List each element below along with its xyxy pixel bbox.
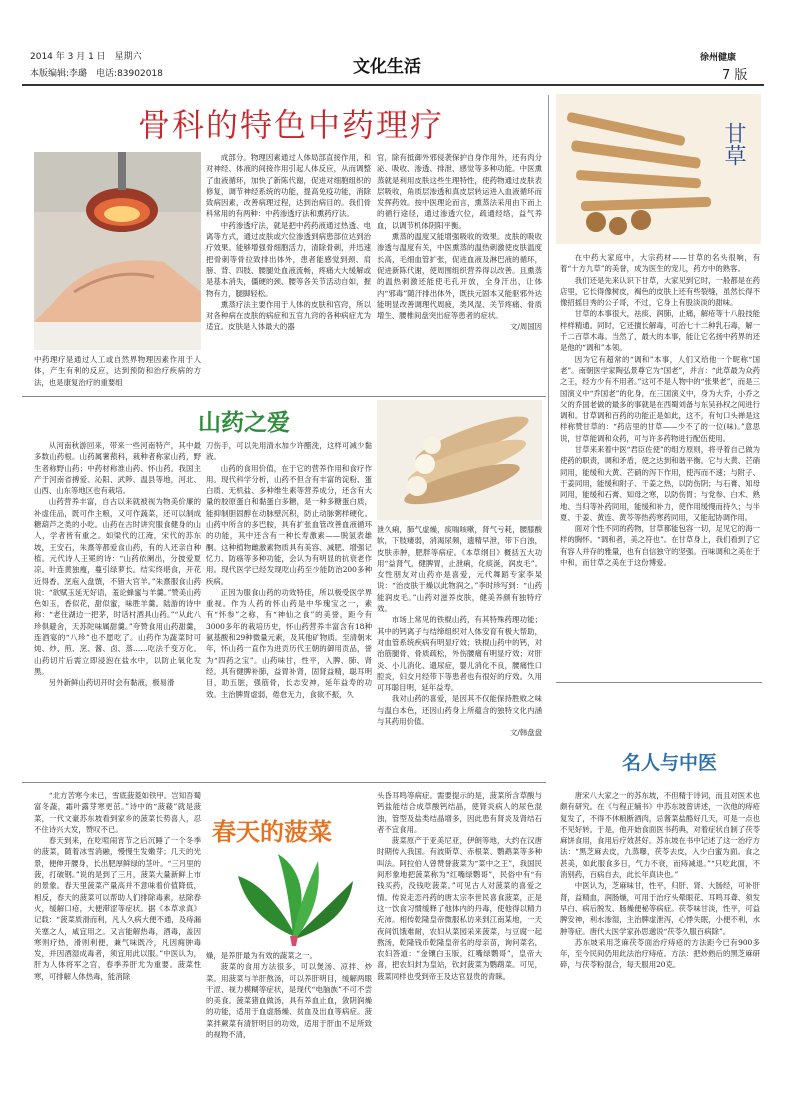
paragraph: 因为它有超常的“调和”本事，人们又给他一个昵称“国老”。南朝医学家陶弘景尊它为“国老”，并言：“此草最为众药之王，经方少有不用者。”这可不是人物中的“张果老”，而是三国演义中“乔国老”的化身，在三国演义中，身为大乔，小乔之父的乔国老做的最多的事就是在西蜀刘备与东吴孙权之间进行调和。甘草调和百药的功能正是如此，这不，有句口头禅是这样称赞甘草的：“药店里的甘草——少不了的一位(味)。”意思说，甘草能调和众药，可与许多药物进行配伍使用。	[560, 354, 760, 443]
paragraph: 刀伤手，可以先用清水加少许醋洗，这样可减少黏液。	[206, 441, 372, 462]
article5-title: 名人与中医	[622, 752, 718, 774]
header-editor: 本版编辑:李璐 电话:83902018	[30, 69, 163, 79]
title-text: 甘草	[721, 122, 746, 166]
spinach-illustration	[218, 846, 368, 946]
article3-col1	[34, 790, 201, 1072]
paragraph: 成部分。物理因素通过人体局部直接作用，和对神经、体液的间接作用引起人体反应，从而调整了血液循环，加快了新陈代谢，促进对细胞组织的修复，调节神经系统的功能，提高免疫功能，消除致病因素，改善病理过程，达到治病目的。我们骨科常用的有两种：中药渗透疗法和熏药疗法。	[206, 153, 371, 219]
header-rule	[22, 84, 764, 86]
section-divider	[556, 682, 762, 683]
paragraph: 山药的食用价值，在于它的营养作用和食疗作用。现代科学分析，山药不但含有丰富的淀粉、蛋白质、无机盐、多种维生素等营养成分，还含有大量的胶原蛋白和黏蛋白多糖，是一种多糖蛋白质，能抑制胆固醇在动脉壁沉积，防止动脉粥样硬化。山药中所含的多巴胺，具有扩张血管改善血液循环的功能，其中还含有一种长寿激素——脱氢表雄酮。这种植物雌激素物质具有美容、减肥、增强记忆力、防癌等多种功能，会认为有明显的抗衰老作用。现代医学已经发现吃山药至少能防治200多种疾病。	[206, 463, 372, 586]
paragraph: 燥，是养肝最为有效的蔬菜之一。	[206, 951, 317, 960]
paragraph: 正因为服食山药的功效特佳，所以极受医学界重视。作为人药的怀山药是中华瑰宝之一，素有“怀参”之称，有“神仙之食”的美誉，距今有3000多年的栽培历史，怀山药营养丰富含有18种氨基酸和29种微量元素，及其他矿物质。至清朝末年，怀山药一直作为进贡历代王朝的御用贡品，誉为“四药之宝”。山药味甘，性平，入脾、肺、肾经。具有健脾补肺，益胃补肾，固肾益精，聪耳明目，助五脏，强筋骨，长志安神，延年益寿的功效。主治脾胃虚弱，倦怠无力，食欲不振，久	[206, 587, 372, 699]
paragraph: 熏蒸疗法主要作用于人体的皮肤和官窍，所以对各种病在皮肤的病症和五官九窍的各种病症尤为适宜。皮肤是人体最大的器	[206, 299, 371, 332]
article2-col1	[34, 440, 201, 776]
therapy-photo	[34, 152, 201, 350]
paragraph: 山药营养丰富，自古以来就被视为物美价廉的补虚佳品，既可作主粮，又可作蔬菜，还可以制成糖葫芦之类的小吃。山药在古时讲究服食健身的山人，学者皆有重之。如梁代的江淹，宋代的苏东坡，王安石，朱熹等都爱食山药，有的人还亲自种植。元代诗人王冕的诗：“山药依阑出，分披爱夏凉。叶连黄独瘦，蔓引绿萝长。结实终堪食，开花近得香。烹庖入盘馔，不错大官羊。”朱熹服食山药说：“欲赋玉延无好语，羞论蜂蜜与羊羹。”赞美山药色如玉，香似花，甜似蜜，味胜羊羹。陆游的诗中称：“老住湖边一把茅，时话村酒具山药。”“从此八珍俱避舍，天苏陀味属甜羹。”夸赞食用山药甜羹，连酒宴的“八珍”也不愿吃了。山药作为蔬菜时可炖、炒、煎、烹、酱、卤、蒸……吃法千变万化。山药切片后需立即浸泡在盐水中，以防止氧化发黑。	[34, 497, 201, 676]
paper-name: 徐州健康	[700, 53, 737, 63]
column-divider	[548, 95, 549, 590]
section-divider	[22, 782, 546, 783]
paragraph: 春天到来，在吃喧闹宵节之后沉睡了一个冬季的菠菜，随着冰雪消融，慢慢生发嫩芽；几天的光景，便伸开腰身，长出肥厚鲜绿的茎叶。“三月里的菠，打破钢。”说的是到了三月，菠菜大量新鲜上市的景象。春天里菠菜产量高并不意味着价值降低，相反，春天的菠菜可以帮助人们排除毒素，祛除春火，缓解口疮，大便滞涩等症状。据《本草求真》记载：“菠菜质滑而利，凡人久病大便不通，及痔漏关塞之人，咸宜用之。又言能解热毒，酒毒，盖因寒则疗热，滑则利便，兼气味既冷，凡因痈肿毒发，并因酒湿成毒者，须宜用此以服。”中医认为，肝为人体将军之官，春季养肝尤为重要。菠菜性寒，可排解人体热毒，能消除	[34, 836, 201, 981]
paragraph: 菠菜的食用方法很多，可以煲汤、凉拌、炒菜。用菠菜与羊肝熬汤，可以养肝明目，缓解两眼干涩、视力模糊等症状，是现代“电脑族”不可不尝的美食。菠菜猪血做汤，具有养血止血，敛阴润燥的功能，适用于血虚肠燥、贫血及出血等病症。菠菜拌蕨菜有清肝明目的功效，适用于肝血不足所致的视物不清，	[206, 962, 372, 1040]
article2-col2	[206, 440, 372, 776]
article3-title: 春天的菠菜	[212, 818, 332, 846]
paragraph: 中医认为，芝麻味甘，性平，归肝、肾、大肠经，可补肝肾，益精血，润肠燥，可用于治疗头晕眼花、耳鸣耳聋、须发早白、病后脱发、肠燥便秘等病症。茯苓味甘淡，性平，可益脾安神，利水渗湿，主治脾虚泄泻，心悸失眠，小便不利，水肿等症。唐代大医学家孙思邈说“茯苓久服百病除”。	[560, 881, 760, 936]
paragraph: 泄久痢，肺气虚燥，痰喘咳嗽，肾气亏耗，腰膝酸软，下肢痿弱，消渴尿频，遗精早泄，带下白浊，皮肤赤肿，肥胖等病症。《本草纲目》概括五大功用“益肾气，健脾胃，止泄痢，化痰涎，润皮毛”。女性朋友对山药亦是喜爱，元代舞蹈专家李杲说：“治皮肤干燥以此物润之。”李时珍写到：“山药能润皮毛。”山药对滋养皮肤，健美养颜有独特疗效。	[377, 525, 542, 614]
paragraph: 市场上常见的铁棍山药，有其特殊药理功能；其中的钙离子与结缔组织对人体安育有极大帮助，对血管系统疾病有明显疗效；铁棍山药中的钙，对治筋腿骨，骨质疏松，外伤腰痛有明显疗效；对肝炎、小儿消化、遗尿症，婴儿消化不良，腰痛性口腔炎，妇女月经带下等患者也有很好的疗效。久用可耳聪目明，延年益寿。	[377, 615, 542, 693]
paragraph: 从河南秋游回来，带来一些河南特产，其中最多数山药根。山药属薯蓣科，栽种者称家山药，野生者称野山药；中药材称淮山药、怀山药。我国主产于河南省搏爱、沁阳、武陟、温县等地，河北、山西、山东等地区也有栽培。	[34, 441, 201, 496]
paragraph: 菠菜原产于亚美尼亚，伊朗等地，大约在汉唐时期传入我国。有波斯草、赤根菜、鹦鹉菜等多种叫法。阿拉伯人曾赞誉菠菜为“菜中之王”，我国民间形象地把菠菜称为“红嘴绿鹦哥”，民俗中有“有钱买药，没钱吃菠菜。”可见古人对菠菜的喜爱之情。传说走恋丹药的唐太宗李世民喜食菠菜，正是这一饮食习惯缓释了他体内的丹毒，使他得以精力充沛。相传乾隆皇帝微服私访来到江南某地，一天夜间饥饿难耐，农妇从菜园采来菠菜，与豆腐一起熬汤，乾隆钱币乾隆皇帝名的母亲苗，询问菜名，农妇答道：“金镶白玉版，红嘴绿鹦哥”，皇帝大喜，把农妇封为皇站，钦封菠菜为鹦鹉菜。可见，菠菜同样也受到帝王及达官显贵的青睐。	[377, 836, 542, 981]
paragraph: 头昏耳鸣等病症。需要提示的是，菠菜所含草酸与钙盐能结合成草酸钙结晶，使肾炎病人的尿色混浊，管型及盐类结晶增多，因此患有肾炎及肾结石者不宜食用。	[377, 791, 542, 834]
article1-col2	[377, 152, 542, 390]
section-divider	[22, 396, 546, 397]
paragraph: 另外新鲜山药切开时会有黏液，极易滑	[48, 678, 175, 688]
article2-title: 山药之爱	[198, 410, 290, 436]
article3-col3	[377, 790, 542, 1072]
article1-caption: 中药理疗是通过人工或自然界物理因素作用于人体，产生有利的反应，达到预防和治疗疾病的方法，也是康复治疗的重要组	[34, 355, 201, 387]
article1-title: 骨科的特色中药理疗	[138, 106, 445, 144]
article2-col3	[377, 524, 542, 776]
section-title: 文化生活	[353, 57, 421, 77]
article1-col1	[206, 152, 371, 390]
header-date: 2014 年 3 月 1 日 星期六	[30, 52, 142, 62]
paragraph: 甘草的本事很大，祛痰、润肺，止痛，解疮等十八般技能样样精通。同时，它还擅长解毒，可治七十二种乳石毒，解一千二百草木毒。当然了，最大的本事，能让它名扬中药界的还是他的“调和”本领。	[560, 309, 760, 353]
paragraph: 我们还是先来认识下甘草，大家见到它时，一般都是在药店里，它长得像树皮，褐色的皮肤上还有些裂缝，虽然长得不像招摇目秀的公子哥，不过，它身上有股淡淡的甜味。	[560, 275, 760, 308]
paragraph: 甘草来来着中医“君臣佐使”的组方原则，将寻着自己做为使药的职责，调和矛盾，使之达到和谐平衡。它与大黄、芒硝同用，能缓和大黄、芒硝的泻下作用，使泻而不速；与附子、干姜同用，能缓和附子、干姜之热，以防伤阴；与石膏、知母同用，能缓和石膏、知母之寒，以防伤胃；与党参、白术、熟地、当归等补药同用，能缓和补力，使作用缓慢而持久；与半夏、干姜、黄连、黄芩等热药寒药同用，又能起协调作用。	[560, 445, 760, 522]
article4-col	[560, 252, 760, 676]
byline: 文/周国因	[509, 322, 542, 332]
paragraph: 苏东坡采用芝麻茯苓面治疗痔疮的方法距今已有900多年，至今民间仍用此法治疗痔疮。方法：把炒熟后的黑芝麻研碎，与茯苓粉混合，每天服用20克。	[560, 937, 760, 970]
paragraph: 官，除有抵御外邪侵袭保护自身作用外，还有肉分泌、吸收、渗透、排泄、感觉等多种功能。中医熏蒸就是利用皮肤这些生理特性，使药物通过皮肤表层吸收，角质层渗透和真皮层转运进入血液循环而发挥药效。按中医理论而言，熏蒸法采用由下而上的循行途径，通过渗透穴位，疏通经络，益气养血，以调节机体阴阳平衡。	[377, 153, 542, 230]
yam-photo	[377, 400, 542, 520]
article4-title	[718, 122, 748, 173]
paragraph: 我对山药的喜爱，是因其不仅能保持胜败之味与温白本色，还因山药身上所蕴含的独特文化内涵与其药用价值。	[377, 694, 542, 727]
paragraph: 中药渗透疗法，就是把中药药液通过热透、电离等方式，通过皮肤或穴位渗透到病患部位达到治疗效果。能够增强骨细胞活力，清除骨刺，并迅速把骨刺等骨拉致排出体外，患者能感觉到颈、肩膀、背、四肢、腰腿处血液流畅，疼痛大大缓解或是基本消失，僵硬的颈、腰等各关节活动自如，握物有力，腿脚轻松。	[206, 220, 371, 298]
paragraph: 面对个性不同的药物，甘草都能包容一切，足见它的海一样的胸怀。“调和者，美之符也”。在甘草身上，我们看到了它有容人并存的雅量，也有自信独守的坚强。百味调和之美在于中和，而甘草之美在于这份博爱。	[560, 524, 760, 568]
paragraph: 唐宋八大家之一的苏东坡，不但精于诗词，而且对医术也颇有研究。在《与程正辅书》中苏东坡曾讲述，一次他的痔疮复发了，不得不休粮断酒肉，忌酱菜盐酪好几天，可是一点也不见好转。于是，他开始食面医书药典，对着症状自制了茯苓麻饼食用，食用后疗效甚好。苏东坡在书中记述了这一治疗方法：“黑芝麻去皮，九蒸曝，茯苓去皮，入少白蜜为面。食之甚美，如此服食多日，气力不衰，而痔减退。”“只吃此面，不消别药，百病自去，此长年真诀也。”	[560, 791, 760, 880]
paragraph: 在中药大家庭中，大宗药材——甘草的名头很响，有着“十方九草”的美誉，成为医生的宠儿，药方中的熟客。	[560, 253, 760, 274]
page-number: 7 版	[722, 68, 748, 83]
paragraph: 熏蒸的温度又能增强吸收的效果。皮肤的吸收渗透与温度有关，中医熏蒸的温热刺激使皮肤温度长高，毛细血管扩张，促进血液及淋巴液的循环，促进新陈代谢，使周围组织营养得以改善。且熏蒸的温热刺激还能使毛孔开放，全身汗出，让体内“邪毒”随汗排出体外，既扶元固本又能驱邪外达能明显改善调理代周疲，类风湿、关节疼痛、骨质增生、腰椎间盘突出症等患者的症状。	[377, 232, 542, 321]
article5-col	[560, 790, 760, 1072]
byline: 文/韩盘盘	[509, 728, 542, 738]
article3-col2	[206, 950, 372, 1072]
paragraph: “北方苦寒今未已，雪底菠菱如铁甲。岂知吾蜀富冬蔬，霜叶露芽寒更茁。”诗中的“菠薐”就是菠菜，一代文豪苏东坡看到家乡的菠菜长势喜人，忍不住诗兴大发，赞叹不已。	[34, 791, 201, 834]
